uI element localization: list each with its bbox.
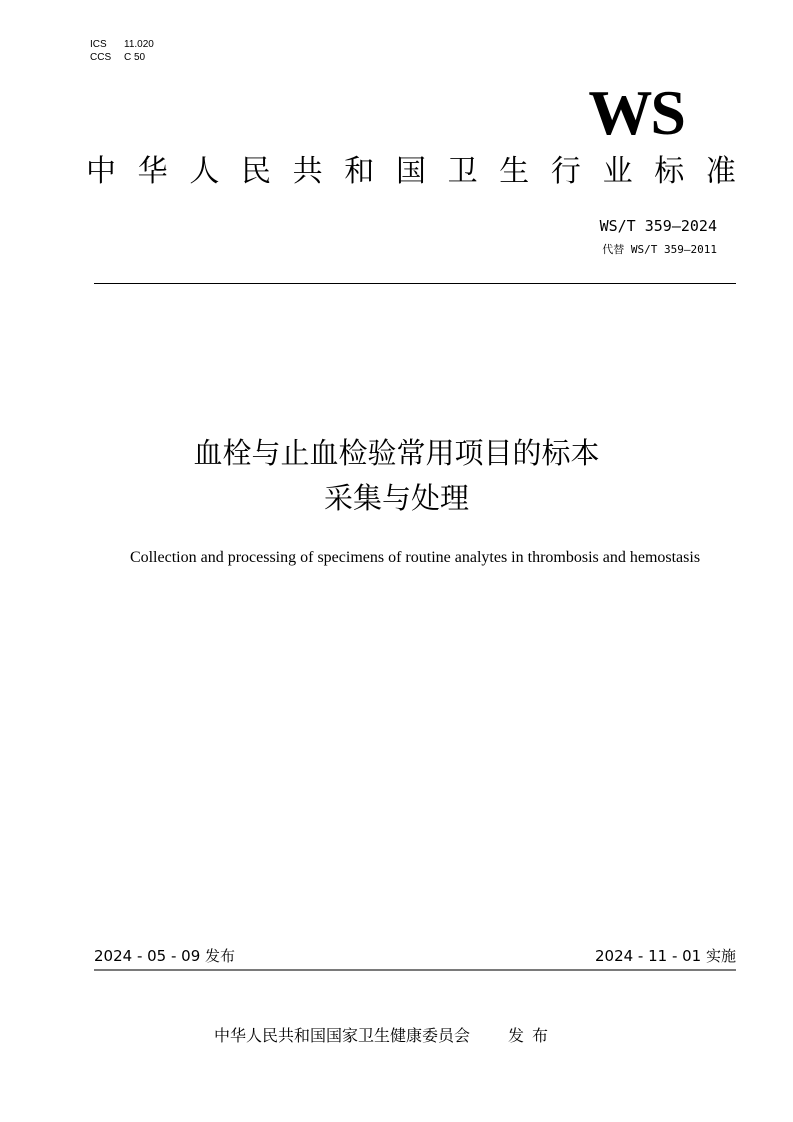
standard-type-char: 业 — [602, 154, 633, 189]
header-divider — [94, 283, 736, 284]
standard-type-char: 和 — [344, 154, 375, 189]
title-chinese-line2: 采集与处理 — [323, 481, 469, 515]
title-english: Collection and processing of specimens of routine analytes in thrombosis and hemostasis — [129, 549, 701, 566]
ics-row — [90, 38, 154, 51]
publisher-action: 发布 — [508, 1026, 557, 1045]
standard-type-char: 卫 — [447, 154, 478, 189]
publisher — [214, 1024, 556, 1048]
standard-type-char: 国 — [395, 154, 426, 189]
standard-type-char: 准 — [705, 154, 736, 189]
publisher-name: 中华人民共和国国家卫生健康委员会 — [214, 1026, 471, 1045]
implementation-date: 2024 - 11 - 01 实施 — [594, 947, 736, 965]
standard-type-char: 民 — [240, 154, 271, 189]
ccs-value: C 50 — [124, 52, 146, 63]
standard-type-char: 中 — [86, 154, 116, 189]
standard-type-char: 人 — [189, 154, 220, 189]
ccs-label: CCS — [90, 52, 112, 63]
ws-logo: WS — [588, 77, 684, 148]
standard-type-char: 生 — [499, 154, 530, 189]
ccs-row — [90, 51, 154, 64]
issue-date: 2024 - 05 - 09 发布 — [94, 947, 236, 965]
replaced-standard: 代替 WS/T 359—2011 — [602, 243, 717, 256]
standard-type-char: 行 — [550, 154, 581, 189]
standard-type-char: 华 — [137, 154, 168, 189]
classification-codes — [90, 38, 154, 64]
footer-divider — [94, 969, 736, 971]
ics-label: ICS — [90, 39, 107, 50]
standard-type-char: 标 — [654, 154, 685, 189]
standard-type-char: 共 — [292, 154, 323, 189]
title-chinese-line1: 血栓与止血检验常用项目的标本 — [193, 436, 600, 470]
standard-type-heading — [86, 152, 736, 192]
ics-value: 11.020 — [124, 39, 154, 50]
standard-number: WS/T 359—2024 — [599, 217, 717, 235]
